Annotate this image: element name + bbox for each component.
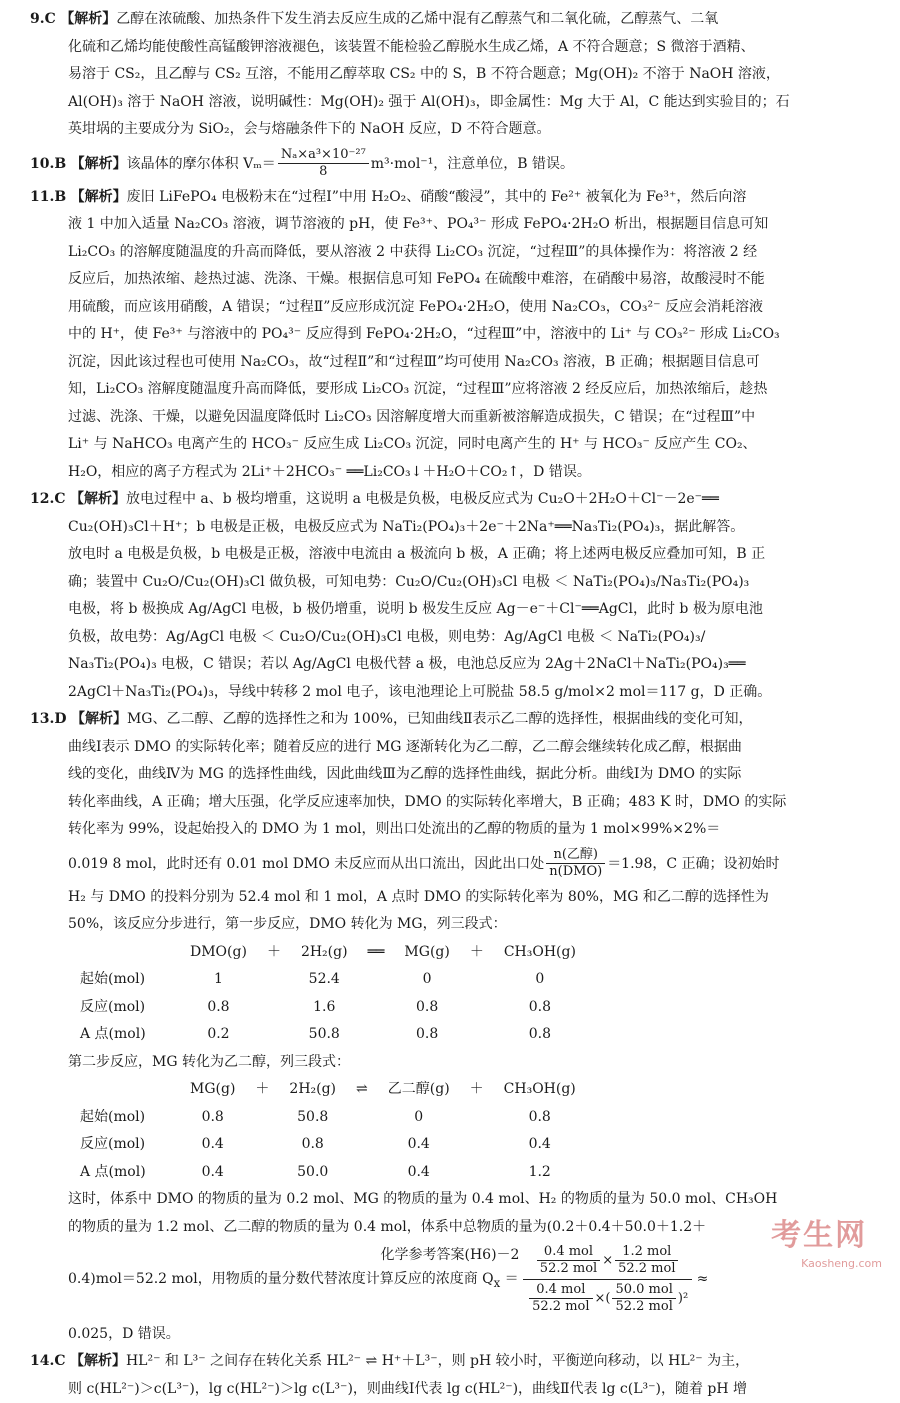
text-line: 确；装置中 Cu₂O/Cu₂(OH)₃Cl 做负极，可知电势：Cu₂O/Cu₂(OH)₃Cl 电极 ＜ NaTi₂(PO₄)₃/Na₃Ti₂(PO₄)₃ (68, 573, 750, 590)
text-line: 50%，该反应分步进行，第一步反应，DMO 转化为 MG，列三段式： (68, 916, 507, 932)
table-cell: ＋ (469, 1081, 484, 1097)
table-cell: 50.0 (297, 1163, 329, 1180)
text-segment: m³·mol⁻¹，注意单位，B 错误。 (370, 155, 575, 172)
table-cell: CH₃OH(g) (503, 1081, 576, 1097)
table-row (80, 966, 586, 994)
table-cell: MG(g) (404, 943, 450, 960)
table-cell: ＋ (255, 1081, 270, 1097)
row-label: A 点(mol) (80, 1163, 146, 1180)
question-9 (30, 6, 870, 144)
analysis-tag: 【解析】 (70, 711, 127, 727)
table-cell: CH₃OH(g) (503, 943, 576, 960)
text-segment: 0.019 8 mol，此时还有 0.01 mol DMO 未反应而从出口流出，因此出口处 (68, 855, 545, 872)
table-cell: MG(g) (190, 1081, 236, 1097)
molar-volume-fraction (278, 147, 369, 180)
table-cell: 0.8 (207, 998, 230, 1015)
text-segment: 0.4)mol＝52.2 mol，用物质的量分数代替浓度计算反应的浓度商 Q (68, 1271, 494, 1287)
table-cell: 0.4 (407, 1163, 430, 1180)
table-cell: 0.4 (201, 1163, 224, 1180)
row-label: 起始(mol) (80, 1108, 146, 1125)
text-line: H₂ 与 DMO 的投料分别为 52.4 mol 和 1 mol，A 点时 DMO 的实际转化率为 80%，MG 和乙二醇的选择性为 (68, 888, 769, 905)
text-line: 沉淀，因此该过程也可使用 Na₂CO₃，故“过程Ⅱ”和“过程Ⅲ”均可使用 Na₂CO₃ 溶液，B 正确；根据题目信息可 (68, 353, 760, 370)
table-cell: 50.8 (297, 1108, 329, 1125)
text-line: 曲线Ⅰ表示 DMO 的实际转化率；随着反应的进行 MG 逐渐转化为乙二醇，乙二醇会继续转化成乙醇，根据曲 (68, 738, 742, 755)
text-segment: ＝1.98，C 正确；设初始时 (607, 855, 780, 872)
text-line (30, 844, 870, 884)
table-cell: ＋ (266, 943, 281, 960)
fraction-denominator: $\frac{\text{0.4 mol}}{\text{52.2 mol}}$ ×( $\frac{\text{50.0 mol}}{\text{52.2 mol}}$ )² (523, 1280, 692, 1317)
text-line: 中的 H⁺，使 Fe³⁺ 与溶液中的 PO₄³⁻ 反应得到 FePO₄·2H₂O，“过程Ⅲ”中，溶液中的 Li⁺ 与 CO₃²⁻ 形成 Li₂CO₃ (68, 326, 780, 342)
analysis-tag: 【解析】 (69, 491, 126, 507)
text-line: 知，Li₂CO₃ 溶解度随温度升高而降低，要形成 Li₂CO₃ 沉淀，“过程Ⅲ”应将溶液 2 经反应后，加热浓缩后，趁热 (68, 381, 768, 397)
text-line: 易溶于 CS₂，且乙醇与 CS₂ 互溶，不能用乙醇萃取 CS₂ 中的 S，B 不符合题意；Mg(OH)₂ 不溶于 NaOH 溶液， (68, 66, 780, 82)
question-12 (30, 486, 870, 706)
subscript: x (493, 1275, 501, 1290)
text-line: Li₂CO₃ 的溶解度随温度的升高而降低，要从溶液 2 中获得 Li₂CO₃ 沉淀，“过程Ⅲ”的具体操作为：将溶液 2 经 (68, 243, 758, 260)
table-cell: 0.2 (207, 1026, 230, 1042)
text-line: 英坩埚的主要成分为 SiO₂，会与熔融条件下的 NaOH 反应，D 不符合题意。 (68, 121, 551, 137)
question-number: 14.C (30, 1353, 66, 1370)
selectivity-ratio-fraction (546, 847, 605, 880)
table-cell: 0.8 (528, 1108, 551, 1125)
text-line: H₂O，相应的离子方程式为 2Li⁺＋2HCO₃⁻ ══Li₂CO₃↓＋H₂O＋CO₂↑，D 错误。 (68, 463, 591, 480)
table-cell: DMO(g) (190, 943, 247, 960)
table-cell: 0.4 (407, 1136, 430, 1152)
question-number: 13.D (30, 711, 67, 727)
text-segment: 该晶体的摩尔体积 Vₘ＝ (126, 155, 276, 172)
table-cell: 0.8 (415, 998, 439, 1015)
table-cell: 1 (214, 971, 223, 987)
table-cell: 0.4 (528, 1136, 551, 1152)
text-line: 的物质的量为 1.2 mol、乙二醇的物质的量为 0.4 mol，体系中总物质的量为(0.2＋0.4＋50.0＋1.2＋ (68, 1218, 707, 1235)
question-number: 11.B (30, 188, 67, 205)
fraction-numerator: Nₐ×a³×10⁻²⁷ (278, 147, 369, 164)
table-cell: 0.8 (301, 1136, 324, 1152)
text-line: Cu₂(OH)₃Cl＋H⁺；b 电极是正极，电极反应式为 NaTi₂(PO₄)₃＋2e⁻＋2Na⁺══Na₃Ti₂(PO₄)₃，据此解答。 (68, 518, 745, 535)
text-line: 这时，体系中 DMO 的物质的量为 0.2 mol、MG 的物质的量为 0.4 mol、H₂ 的物质的量为 50.0 mol、CH₃OH (68, 1191, 778, 1207)
row-label: 起始(mol) (80, 971, 146, 987)
text-line: 反应后，加热浓缩、趁热过滤、洗涤、干燥。根据信息可知 FePO₄ 在硫酸中难溶，在硝酸中易溶，故酸浸时不能 (68, 271, 765, 287)
text-line: 液 1 中加入适量 Na₂CO₃ 溶液，调节溶液的 pH，使 Fe³⁺、PO₄³⁻ 形成 FePO₄·2H₂O 析出，根据题目信息可知 (68, 216, 769, 232)
table-cell: 0 (414, 1108, 424, 1125)
question-14 (30, 1348, 870, 1403)
analysis-tag: 【解析】 (60, 11, 117, 27)
fraction-denominator: 8 (319, 164, 328, 179)
table-cell: 2H₂(g) (300, 943, 348, 960)
text-line: 第二步反应，MG 转化为乙二醇，列三段式： (68, 1053, 350, 1070)
watermark-logo: 考生网 Kaosheng.com (771, 1218, 882, 1270)
text-line: 0.025，D 错误。 (68, 1325, 180, 1342)
fraction-numerator: n(乙醇) (546, 847, 605, 864)
text-line: 则 c(HL²⁻)＞c(L³⁻)，lg c(HL²⁻)＞lg c(L³⁻)，则曲线Ⅰ代表 lg c(HL²⁻)，曲线Ⅱ代表 lg c(L³⁻)，随着 pH 增 (68, 1380, 748, 1397)
analysis-tag: 【解析】 (69, 1353, 126, 1370)
table-cell: 0.8 (201, 1108, 224, 1125)
question-number: 10.B (30, 155, 67, 172)
text-line: 转化率为 99%，设起始投入的 DMO 为 1 mol，则出口处流出的乙醇的物质的量为 1 mol×99%×2%＝ (68, 821, 721, 837)
table-row (80, 1104, 586, 1132)
table-cell: 1.6 (313, 998, 336, 1015)
row-label: 反应(mol) (80, 998, 146, 1015)
text-line: 负极，故电势：Ag/AgCl 电极 ＜ Cu₂O/Cu₂(OH)₃Cl 电极，则电势：Ag/AgCl 电极 ＜ NaTi₂(PO₄)₃/ (68, 628, 706, 645)
text-line: 转化率曲线，A 正确；增大压强，化学反应速率加快，DMO 的实际转化率增大，B 正确；483 K 时，DMO 的实际 (68, 793, 787, 810)
table-cell: ⇌ (356, 1081, 368, 1097)
table-header-row (80, 1076, 586, 1104)
question-number: 9.C (30, 11, 56, 27)
three-step-table-2 (80, 1076, 586, 1186)
table-cell: 2H₂(g) (289, 1081, 337, 1097)
table-cell: 52.4 (308, 971, 340, 987)
answer-page (30, 6, 870, 1403)
text-line: 放电时 a 电极是负极，b 电极是正极，溶液中电流由 a 极流向 b 极，A 正确；将上述两电极反应叠加可知，B 正 (68, 546, 766, 562)
table-cell: 1.2 (528, 1163, 551, 1180)
text-line: MG、乙二醇、乙醇的选择性之和为 100%，已知曲线Ⅱ表示乙二醇的选择性，根据曲线的变化可知， (126, 711, 753, 727)
analysis-tag: 【解析】 (70, 155, 127, 172)
table-row (80, 1131, 586, 1159)
table-cell: 0.8 (528, 998, 552, 1015)
text-line: Li⁺ 与 NaHCO₃ 电离产生的 HCO₃⁻ 反应生成 Li₂CO₃ 沉淀，同时电离产生的 H⁺ 与 HCO₃⁻ 反应产生 CO₂、 (68, 436, 757, 452)
text-line: 过滤、洗涤、干燥，以避免因温度降低时 Li₂CO₃ 因溶解度增大而重新被溶解造成损失，C 错误；在“过程Ⅲ”中 (68, 408, 756, 425)
text-line: 线的变化，曲线Ⅳ为 MG 的选择性曲线，因此曲线Ⅲ为乙醇的选择性曲线，据此分析。曲线Ⅰ为 DMO 的实际 (68, 766, 742, 782)
table-cell: ══ (367, 943, 385, 960)
text-line: Al(OH)₃ 溶于 NaOH 溶液，说明碱性：Mg(OH)₂ 强于 Al(OH)₃，即金属性：Mg 大于 Al，C 能达到实验目的；石 (68, 93, 790, 110)
fraction-denominator: n(DMO) (549, 864, 603, 879)
table-cell: ＋ (469, 943, 484, 960)
question-11 (30, 184, 870, 487)
text-line: 废旧 LiFePO₄ 电极粉末在“过程Ⅰ”中用 H₂O₂、硝酸“酸浸”，其中的 Fe²⁺ 被氧化为 Fe³⁺，然后向溶 (126, 188, 747, 205)
table-header-row (80, 939, 586, 967)
question-10 (30, 144, 870, 184)
page-footer: 化学参考答案(H6)－2 (380, 1247, 520, 1263)
text-line: 用硫酸，而应该用硝酸，A 错误；“过程Ⅱ”反应形成沉淀 FePO₄·2H₂O，使用 Na₂CO₃，CO₃²⁻ 反应会消耗溶液 (68, 298, 763, 315)
table-row (80, 1159, 586, 1187)
text-line: HL²⁻ 和 L³⁻ 之间存在转化关系 HL²⁻ ⇌ H⁺＋L³⁻，则 pH 较小时，平衡逆向移动，以 HL²⁻ 为主， (125, 1353, 750, 1370)
row-label: A 点(mol) (80, 1026, 146, 1042)
table-cell: 乙二醇(g) (387, 1081, 450, 1097)
table-row (80, 994, 586, 1022)
text-line: 放电过程中 a、b 极均增重，这说明 a 电极是负极，电极反应式为 Cu₂O＋2H₂O＋Cl⁻－2e⁻══ (125, 491, 719, 507)
fraction-numerator: $\frac{\text{0.4 mol}}{\text{52.2 mol}}$ × $\frac{\text{1.2 mol}}{\text{52.2 mol}}$ (523, 1242, 692, 1280)
three-step-table-1 (80, 939, 586, 1049)
text-line: 化硫和乙烯均能使酸性高锰酸钾溶液褪色，该装置不能检验乙醇脱水生成乙烯，A 不符合题意；S 微溶于酒精、 (68, 38, 755, 55)
table-cell: 0.8 (528, 1026, 552, 1042)
table-cell: 0.8 (415, 1026, 439, 1042)
text-line: Na₃Ti₂(PO₄)₃ 电极，C 错误；若以 Ag/AgCl 电极代替 a 极，电池总反应为 2Ag＋2NaCl＋NaTi₂(PO₄)₃══ (68, 656, 746, 672)
question-number: 12.C (30, 491, 66, 507)
analysis-tag: 【解析】 (70, 188, 127, 205)
table-cell: 50.8 (308, 1026, 340, 1042)
text-line: 电极，将 b 极换成 Ag/AgCl 电极，b 极仍增重，说明 b 极发生反应 Ag－e⁻＋Cl⁻══AgCl，此时 b 极为原电池 (68, 601, 763, 617)
text-line: 2AgCl＋Na₃Ti₂(PO₄)₃，导线中转移 2 mol 电子，该电池理论上可脱盐 58.5 g/mol×2 mol＝117 g，D 正确。 (68, 683, 772, 700)
approx-sign: ≈ (696, 1271, 709, 1287)
table-cell: 0.4 (201, 1136, 224, 1152)
text-segment: ＝ (500, 1271, 519, 1287)
table-row (80, 1021, 586, 1049)
table-cell: 0 (422, 971, 432, 987)
row-label: 反应(mol) (80, 1136, 146, 1152)
table-cell: 0 (535, 971, 545, 987)
text-line: 乙醇在浓硫酸、加热条件下发生消去反应生成的乙烯中混有乙醇蒸气和二氧化硫，乙醇蒸气、二氧 (116, 11, 719, 27)
